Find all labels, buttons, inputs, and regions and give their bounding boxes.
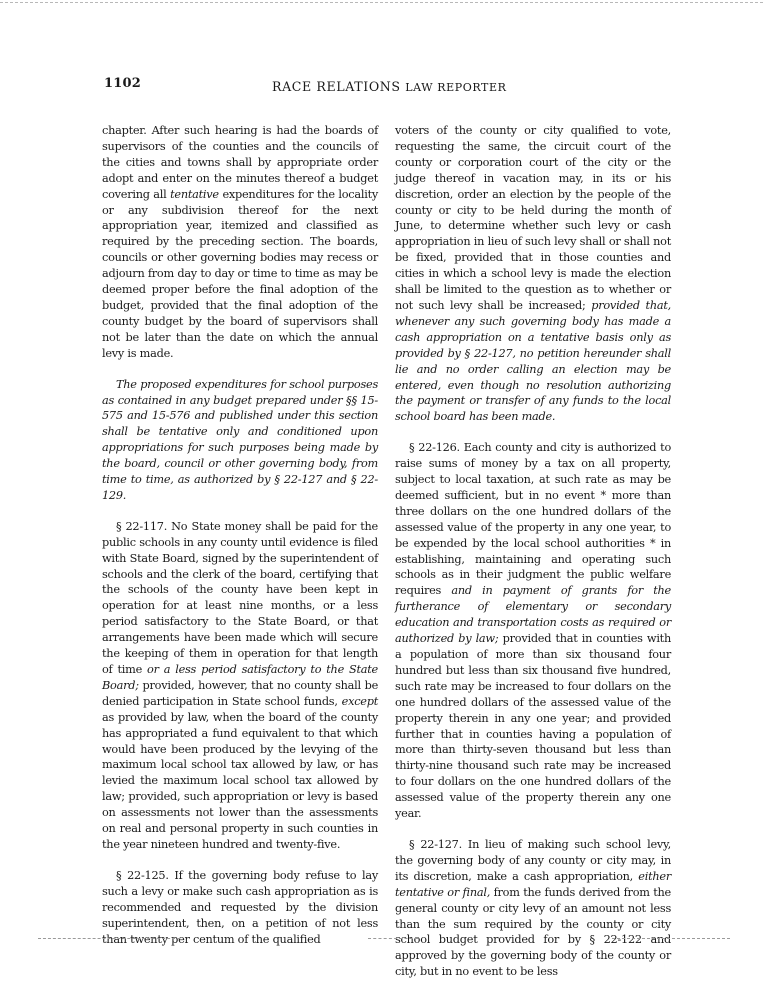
- paragraph-italic: The proposed expenditures for school purposes as contained in any budget prepared under §§ 15-575 and 15-576 and published under this section shall be tentative only and conditioned upon appropriations for such purposes being made by the board, council or other governing body, from time to time, as authorized by § 22-127 and § 22-129.: [102, 377, 378, 502]
- text: from the funds derived from the general county or city levy of an amount not less than the sum required by the county or city school budget provided for by § 22-122 and approved by the governing body of the county or city, but in no event to be less: [395, 885, 671, 979]
- page-number: 1102: [104, 76, 141, 91]
- text: voters of the county or city qualified to vote, requesting the same, the circuit court of the county or corporation court of the city or the judge thereof in vacation may, in its or his discretion, order an election by the people of the county or city to be held during the month of June, to determine whether such levy or cash appropriation in lieu of such levy shall or shall not be fixed, provided that in those counties and cities in which a school levy is made the election shall be limited to the question as to whether or not such levy shall be increased;: [395, 124, 671, 312]
- section-22-117: [102, 519, 378, 853]
- italic-text: provided that, whenever any such governing body has made a cash appropriation on a tentative basis only as provided by § 22-127, no petition hereunder shall lie and no order calling an election may be entered, even though no resolution authorizing the payment or transfer of any funds to the local school board has been made.: [395, 298, 671, 424]
- running-head-main: RACE RELATIONS: [272, 79, 401, 94]
- text: § 22-126. Each county and city is authorized to raise sums of money by a tax on all property, subject to local taxation, at such rate as may be deemed sufficient, but in no event * more than three dollars on the one hundred dollars of the assessed value of the property in any one year, to be expended by the local school authorities * in establishing, maintaining and operating such schools as in their judgment the public welfare requires: [395, 441, 671, 598]
- left-column: [102, 123, 378, 962]
- italic-text: tentative: [170, 187, 219, 201]
- scan-edge-top: [0, 2, 763, 3]
- running-head-sc: LAW REPORTER: [405, 81, 507, 94]
- italic-text: and in payment of grants for the furtherance of elementary or secondary education and transportation costs as required or authorized by law;: [395, 584, 671, 646]
- italic-text: either tentative or final,: [395, 869, 671, 899]
- italic-text: or a less period satisfactory to the State Board;: [102, 663, 378, 692]
- text: provided, however, that no county shall be denied participation in State school funds,: [102, 678, 379, 708]
- section-22-125: § 22-125. If the governing body refuse to lay such a levy or make such cash appropriation as is recommended and requested by the division superintendent, then, on a petition of not less than twenty per centum of the qualified: [102, 868, 378, 946]
- right-column: [395, 123, 671, 995]
- section-22-126: [395, 440, 671, 822]
- text: expenditures for the locality or any subdivision thereof for the next appropriation year, itemized and classified as required by the preceding section. The boards, councils or other governing bodies may recess or adjourn from day to day or time to time as may be deemed proper before the final adoption of the budget, provided that the final adoption of the county budget by the board of supervisors shall not be later than the date on which the annual levy is made.: [102, 187, 379, 360]
- running-head: [272, 79, 507, 94]
- paragraph: [395, 123, 671, 425]
- text: § 22-117. No State money shall be paid for the public schools in any county until evidence is filed with State Board, signed by the superintendent of schools and the clerk of the board, certifying that the schools of the county have been kept in operation for at least nine months, or a less period satisfactory to the State Board, or that arrangements have been made which will secure the keeping of them in operation for that length of time: [102, 519, 378, 676]
- text: provided that in counties with a population of more than six thousand four hundred but less than six thousand five hundred, such rate may be increased to four dollars on the one hundred dollars of the assessed value of the property therein in any one year; and provided further that in counties having a population of more than thirty-seven thousand but less than thirty-nine thousand such rate may be increased to four dollars on the one hundred dollars of the assessed value of the property therein any one year.: [395, 632, 672, 821]
- italic-text: except: [341, 694, 378, 708]
- text: chapter. After such hearing is had the boards of supervisors of the counties and the councils of the cities and towns shall by appropriate order adopt and enter on the minutes thereof a budget covering all: [102, 124, 378, 201]
- scan-edge-bottom: [0, 938, 763, 940]
- text: as provided by law, when the board of the county has appropriated a fund equivalent to that which would have been produced by the levying of the maximum local school tax allowed by law, or has levied the maximum local school tax allowed by law; provided, such appropriation or levy is based on assessments not lower than the assessments on real and personal property in such counties in the year nineteen hundred and twenty-five.: [102, 710, 378, 851]
- paragraph: [102, 123, 378, 362]
- text: § 22-127. In lieu of making such school levy, the governing body of any county or city may, in its discretion, make a cash appropriation,: [395, 837, 671, 883]
- section-22-127: [395, 837, 671, 980]
